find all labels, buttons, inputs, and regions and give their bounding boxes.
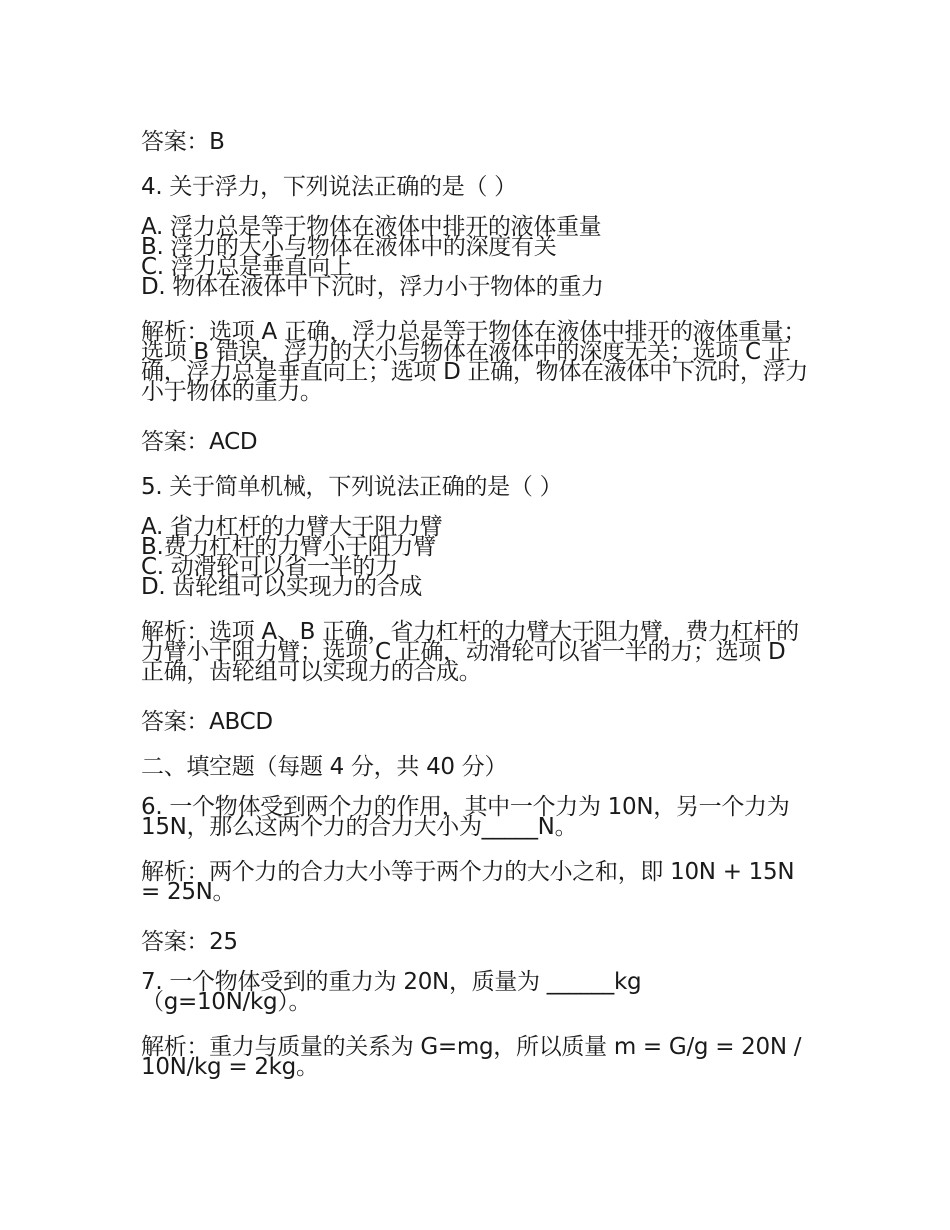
- q4-answer: 答案：ACD: [141, 429, 258, 455]
- q5-question: 5. 关于简单机械，下列说法正确的是（ ）: [141, 474, 563, 500]
- q7-analysis: 解析：重力与质量的关系为 G=mg，所以质量 m = G/g = 20N / 10N/kg = 2kg。: [141, 1034, 802, 1080]
- q5-options: [141, 514, 811, 600]
- q4-option-b: B. 浮力的大小与物体在液体中的深度有关: [141, 234, 557, 260]
- q6-analysis: 解析：两个力的合力大小等于两个力的大小之和，即 10N + 15N = 25N。: [141, 859, 795, 905]
- q6-question: 6. 一个物体受到两个力的作用，其中一个力为 10N，另一个力为 15N，那么这两个力的合力大小为_____N。: [141, 794, 790, 840]
- q5-option-d: D. 齿轮组可以实现力的合成: [141, 574, 423, 600]
- q4-question: 4. 关于浮力，下列说法正确的是（ ）: [141, 174, 517, 200]
- q4-options: [141, 214, 811, 300]
- q7-question: 7. 一个物体受到的重力为 20N，质量为 ______kg（g=10N/kg）。: [141, 969, 642, 1015]
- q5-option-b: B.费力杠杆的力臂小于阻力臂: [141, 534, 436, 560]
- q4-analysis: 解析：选项 A 正确，浮力总是等于物体在液体中排开的液体重量；选项 B 错误，浮力的大小与物体在液体中的深度无关；选项 C 正确，浮力总是垂直向上；选项 D 正确，物体在液体中下沉时，浮力小于物体的重力。: [141, 319, 809, 405]
- q5-answer: 答案：ABCD: [141, 709, 273, 735]
- document-page: [141, 127, 811, 1102]
- answer-prev: 答案：B: [141, 129, 225, 155]
- q4-option-c: C. 浮力总是垂直向上: [141, 254, 353, 280]
- q5-option-a: A. 省力杠杆的力臂大于阻力臂: [141, 514, 443, 540]
- section-2-heading: 二、填空题（每题 4 分，共 40 分）: [141, 754, 508, 780]
- q6-answer: 答案：25: [141, 929, 238, 955]
- q4-option-d: D. 物体在液体中下沉时，浮力小于物体的重力: [141, 274, 604, 300]
- q5-option-c: C. 动滑轮可以省一半的力: [141, 554, 398, 580]
- q4-option-a: A. 浮力总是等于物体在液体中排开的液体重量: [141, 214, 602, 240]
- q5-analysis: 解析：选项 A、B 正确，省力杠杆的力臂大于阻力臂，费力杠杆的力臂小于阻力臂；选项 C 正确，动滑轮可以省一半的力；选项 D 正确，齿轮组可以实现力的合成。: [141, 619, 799, 685]
